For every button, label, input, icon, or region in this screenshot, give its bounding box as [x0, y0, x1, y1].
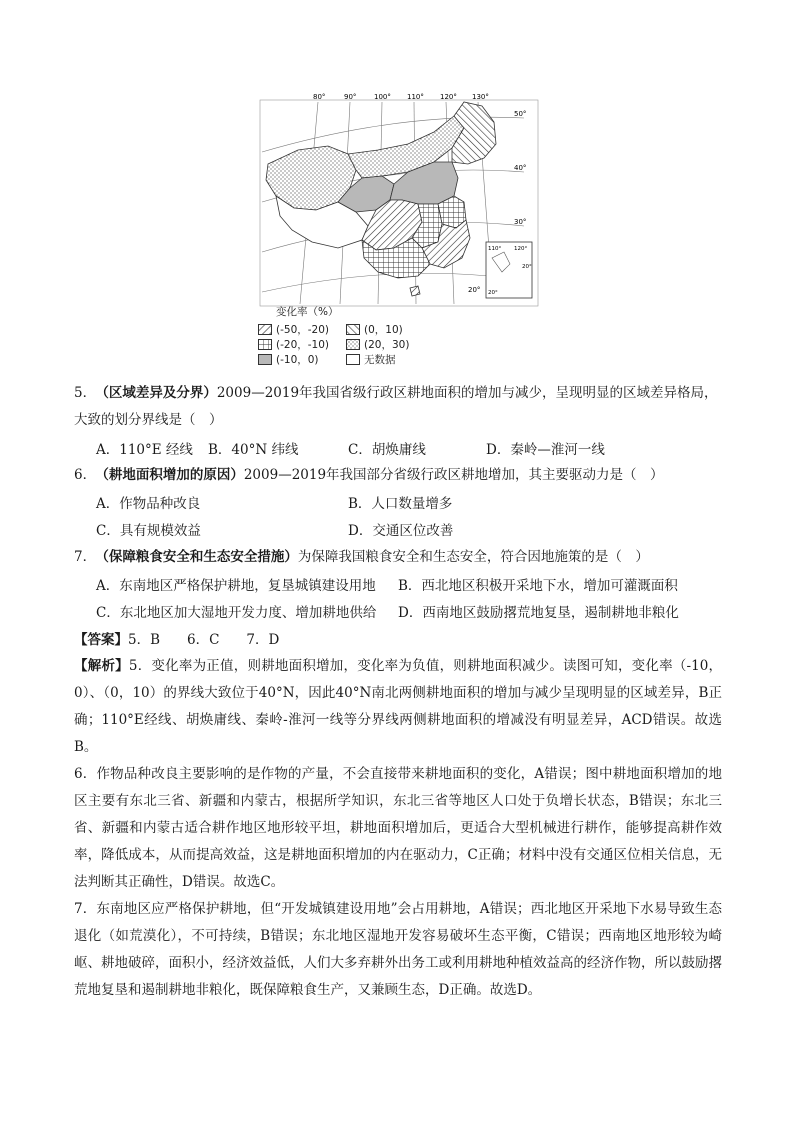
option: C．具有规模效益	[96, 523, 201, 539]
option: D．西南地区鼓励撂荒地复垦，遏制耕地非粮化	[398, 605, 679, 621]
option: B．西北地区积极开采地下水，增加可灌溉面积	[398, 578, 678, 594]
answer-label: 【答案】	[74, 632, 128, 648]
question-7	[74, 544, 724, 571]
option: A．作物品种改良	[96, 496, 201, 512]
inset-lat-label: 20°	[522, 264, 532, 270]
map-svg	[258, 92, 540, 314]
legend-item	[346, 337, 409, 352]
option: D．秦岭—淮河一线	[486, 442, 605, 458]
question-stem: 为保障我国粮食安全和生态安全，符合因地施策的是（ ）	[297, 549, 649, 565]
legend-item	[346, 352, 396, 367]
question-6	[74, 462, 724, 489]
lat-label: 50°	[514, 110, 527, 118]
map-legend	[258, 304, 458, 364]
analysis-7: 7．东南地区应严格保护耕地，但“开发城镇建设用地”会占用耕地，A错误；西北地区开采地下水易导致生态退化（如荒漠化），不可持续，B错误；东北地区湿地开发容易破坏生态平衡，C错误；西南地区地形较为崎岖、耕地破碎，面积小，经济效益低，人们大多弃耕外出务工或利用耕地种植效益高的经济作物，所以鼓励撂荒地复垦和遏制耕地非粮化，既保障粮食生产，又兼顾生态，D正确。故选D。	[74, 901, 722, 998]
lat-label: 40°	[514, 164, 527, 172]
lon-label: 110°	[407, 93, 424, 101]
lon-label: 90°	[344, 93, 357, 101]
lat-label: 30°	[514, 218, 527, 226]
analysis-6: 6．作物品种改良主要影响的是作物的产量，不会直接带来耕地面积的变化，A错误；图中耕地面积增加的地区主要有东北三省、新疆和内蒙古，根据所学知识，东北三省等地区人口处于负增长状态，B错误；东北三省、新疆和内蒙古适合耕作地区地形较平坦，耕地面积增加后，更适合大型机械进行耕作，能够提高耕作效率，降低成本，从而提高效益，这是耕地面积增加的内在驱动力，C正确；材料中没有交通区位相关信息，无法判断其正确性，D错误。故选C。	[74, 766, 722, 890]
legend-item	[258, 352, 319, 367]
option: D．交通区位改善	[348, 523, 454, 539]
option: C．东北地区加大湿地开发力度、增加耕地供给	[96, 605, 377, 621]
legend-label: (20，30)	[364, 339, 410, 351]
question-stem: 2009—2019年我国省级行政区耕地面积的增加与减少，呈现明显的区域差异格局，大致的划分界线是（ ）	[74, 385, 718, 428]
lon-label: 100°	[374, 93, 391, 101]
question-stem: 2009—2019年我国部分省级行政区耕地增加，其主要驱动力是（ ）	[243, 467, 664, 483]
analysis-label: 【解析】	[74, 658, 129, 674]
legend-item	[346, 322, 403, 337]
inset-lon-label: 120°	[514, 246, 528, 252]
answer-line	[74, 630, 279, 650]
legend-item	[258, 337, 329, 352]
lon-label: 120°	[440, 93, 457, 101]
option: B．40°N 纬线	[208, 442, 299, 458]
inset-lat-label: 20°	[488, 290, 498, 296]
lon-label: 80°	[313, 93, 326, 101]
question-5	[74, 380, 724, 434]
inset-lon-label: 110°	[488, 246, 502, 252]
question-number: 6．	[74, 467, 97, 483]
analysis-5	[74, 653, 722, 761]
option: A．东南地区严格保护耕地，复垦城镇建设用地	[96, 578, 376, 594]
legend-label: (-10，0)	[276, 354, 319, 366]
question-tag: （耕地面积增加的原因）	[102, 467, 244, 483]
question-number: 7．	[74, 549, 97, 565]
legend-label: (-50，-20)	[276, 324, 329, 336]
option: B．人口数量增多	[348, 496, 453, 512]
legend-item	[258, 322, 329, 337]
question-number: 5．	[74, 385, 97, 401]
answer-text: 5．B 6．C 7．D	[128, 632, 280, 648]
china-cropland-change-map	[258, 92, 540, 314]
option: A．110°E 经线	[96, 442, 193, 458]
legend-label: (-20，-10)	[276, 339, 329, 351]
option: C．胡焕庸线	[348, 442, 426, 458]
question-tag: （保障粮食安全和生态安全措施）	[102, 549, 298, 565]
lon-label: 130°	[472, 93, 489, 101]
lat-label: 20°	[468, 286, 481, 294]
legend-label: (0，10)	[364, 324, 403, 336]
legend-title: 变化率（%）	[276, 306, 339, 318]
analysis-text: 5．变化率为正值，则耕地面积增加，变化率为负值，则耕地面积减少。读图可知，变化率（-10，0）、（0，10）的界线大致位于40°N，因此40°N南北两侧耕地面积的增加与减少呈现明显的区域差异，B正确；110°E经线、胡焕庸线、秦岭-淮河一线等分界线两侧耕地面积的增减没有明显差异，ACD错误。故选B。	[74, 658, 723, 755]
question-tag: （区域差异及分界）	[102, 385, 217, 401]
legend-label: 无数据	[364, 354, 396, 366]
